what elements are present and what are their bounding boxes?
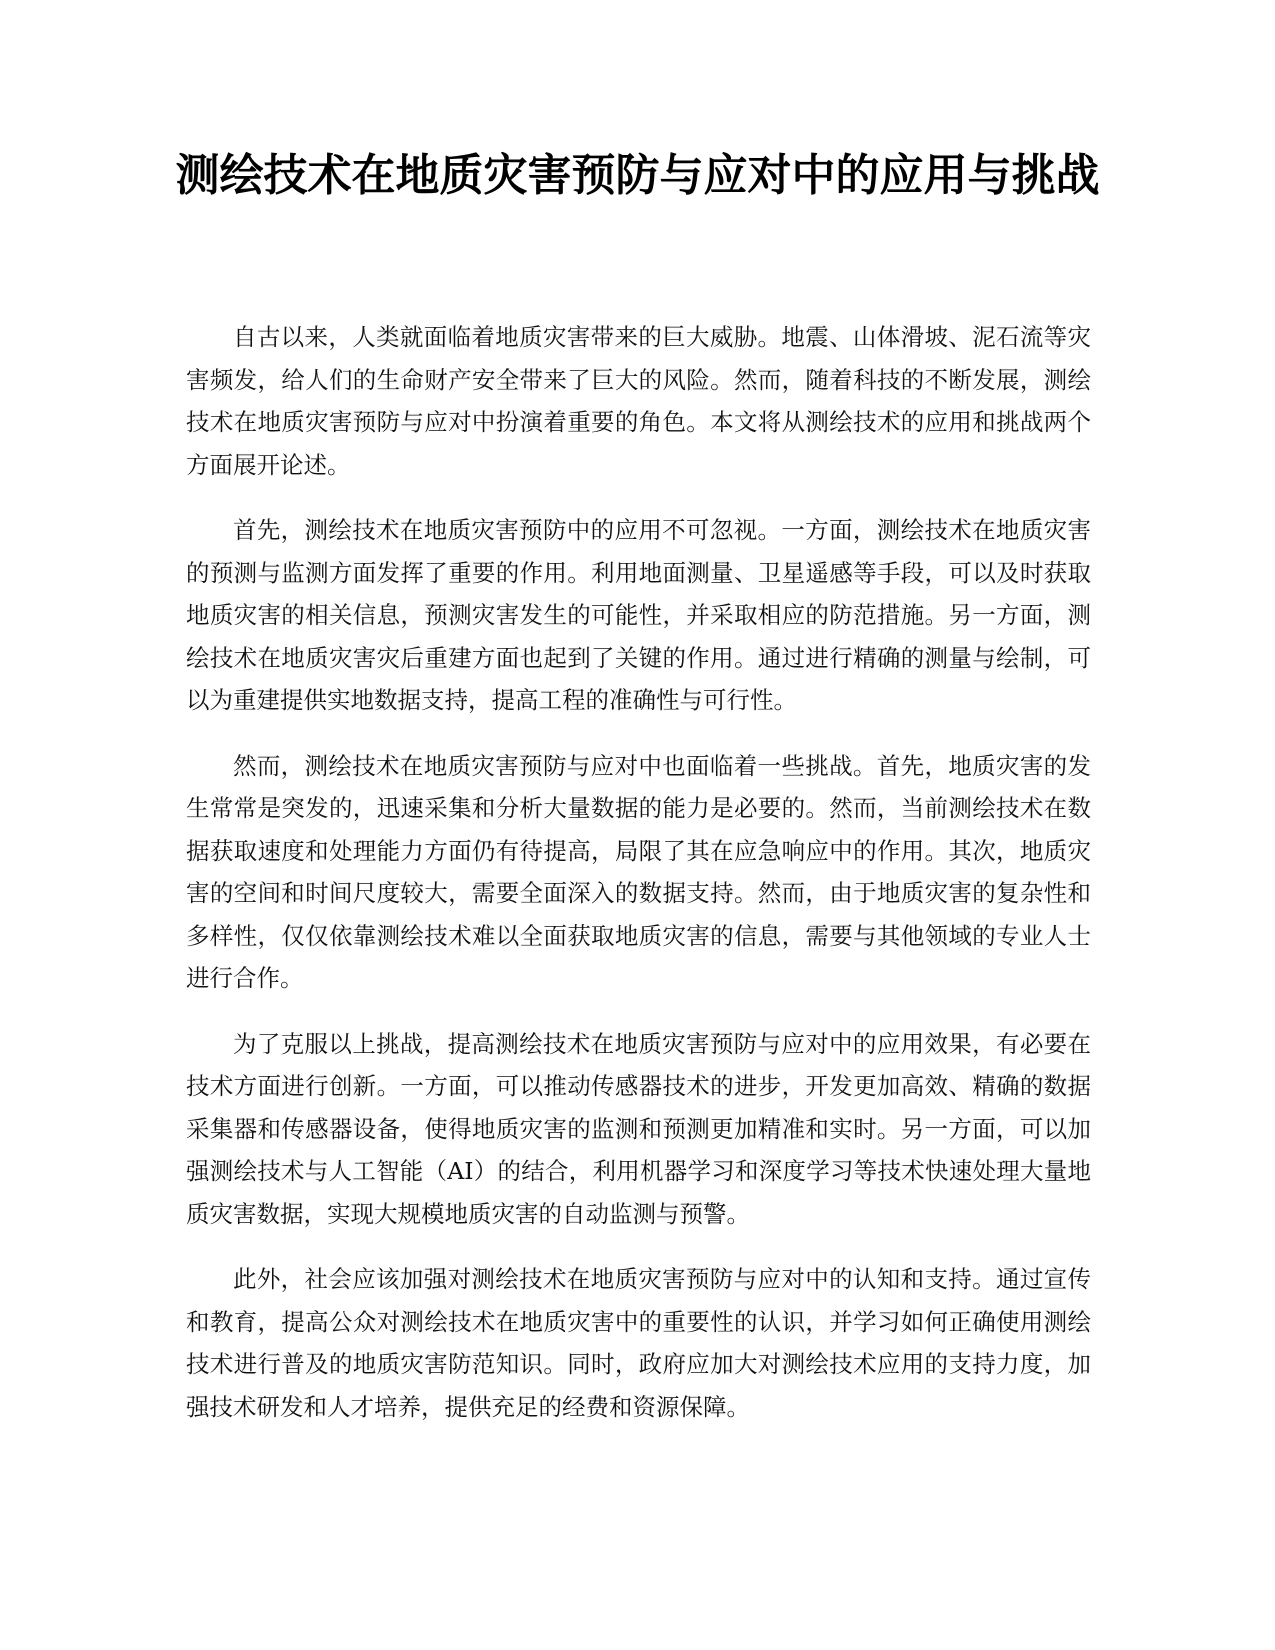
- document-body: [186, 316, 1091, 1451]
- paragraph: 首先，测绘技术在地质灾害预防中的应用不可忽视。一方面，测绘技术在地质灾害的预测与监测方面发挥了重要的作用。利用地面测量、卫星遥感等手段，可以及时获取地质灾害的相关信息，预测灾害发生的可能性，并采取相应的防范措施。另一方面，测绘技术在地质灾害灾后重建方面也起到了关键的作用。通过进行精确的测量与绘制，可以为重建提供实地数据支持，提高工程的准确性与可行性。: [186, 516, 1091, 714]
- paragraph: 此外，社会应该加强对测绘技术在地质灾害预防与应对中的认知和支持。通过宣传和教育，提高公众对测绘技术在地质灾害中的重要性的认识，并学习如何正确使用测绘技术进行普及的地质灾害防范知识。同时，政府应加大对测绘技术应用的支持力度，加强技术研发和人才培养，提供充足的经费和资源保障。: [186, 1265, 1091, 1421]
- paragraph: 然而，测绘技术在地质灾害预防与应对中也面临着一些挑战。首先，地质灾害的发生常常是突发的，迅速采集和分析大量数据的能力是必要的。然而，当前测绘技术在数据获取速度和处理能力方面仍有待提高，局限了其在应急响应中的作用。其次，地质灾害的空间和时间尺度较大，需要全面深入的数据支持。然而，由于地质灾害的复杂性和多样性，仅仅依靠测绘技术难以全面获取地质灾害的信息，需要与其他领域的专业人士进行合作。: [186, 751, 1091, 992]
- paragraph: 自古以来，人类就面临着地质灾害带来的巨大威胁。地震、山体滑坡、泥石流等灾害频发，给人们的生命财产安全带来了巨大的风险。然而，随着科技的不断发展，测绘技术在地质灾害预防与应对中扮演着重要的角色。本文将从测绘技术的应用和挑战两个方面展开论述。: [186, 323, 1091, 479]
- paragraph: 为了克服以上挑战，提高测绘技术在地质灾害预防与应对中的应用效果，有必要在技术方面进行创新。一方面，可以推动传感器技术的进步，开发更加高效、精确的数据采集器和传感器设备，使得地质灾害的监测和预测更加精准和实时。另一方面，可以加强测绘技术与人工智能（AI）的结合，利用机器学习和深度学习等技术快速处理大量地质灾害数据，实现大规模地质灾害的自动监测与预警。: [186, 1029, 1091, 1228]
- document-title: 测绘技术在地质灾害预防与应对中的应用与挑战: [175, 150, 1100, 201]
